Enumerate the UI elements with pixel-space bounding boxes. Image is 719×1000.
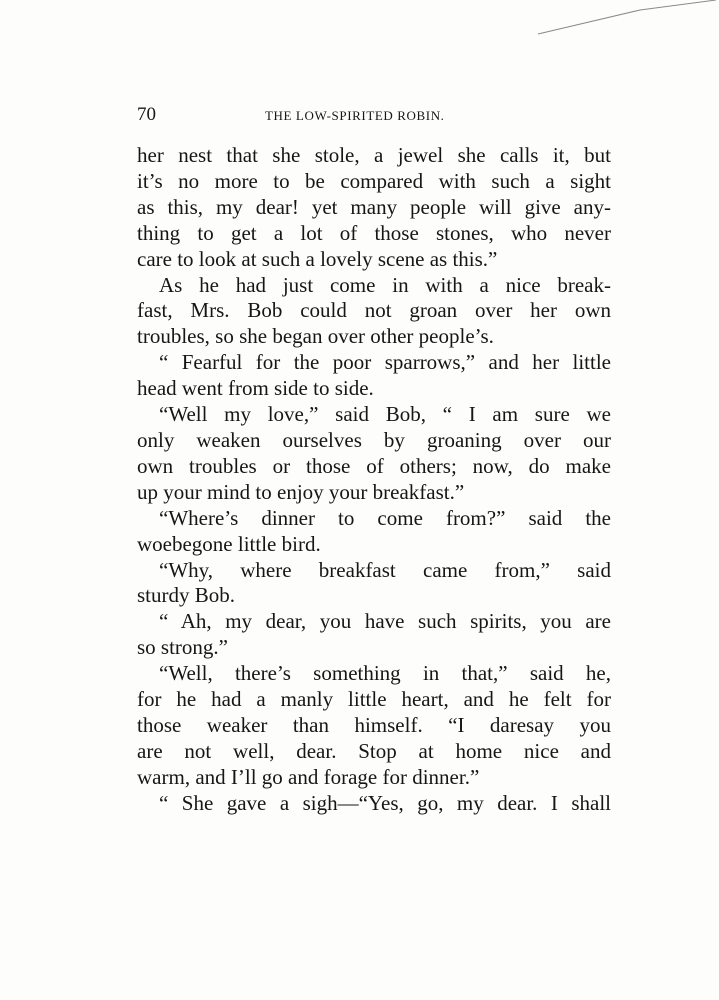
text-line: “Well my love,” said Bob, “ I am sure we <box>159 402 611 427</box>
text-line: “ Ah, my dear, you have such spirits, you are <box>159 609 611 634</box>
text-line: as this, my dear! yet many people will give any- <box>137 194 611 219</box>
text-line: are not well, dear. Stop at home nice and <box>137 738 611 763</box>
text-line: head went from side to side. <box>137 376 374 401</box>
text-line: thing to get a lot of those stones, who never <box>137 220 611 245</box>
text-line: troubles, so she began over other people’s. <box>137 324 494 349</box>
paragraph <box>137 402 611 506</box>
text-line: “Why, where breakfast came from,” said <box>159 557 611 582</box>
text-line: As he had just come in with a nice break- <box>159 272 611 297</box>
text-line: woebegone little bird. <box>137 531 321 556</box>
paragraph <box>137 273 611 351</box>
text-line: up your mind to enjoy your breakfast.” <box>137 479 465 504</box>
text-line: it’s no more to be compared with such a sight <box>137 168 611 193</box>
paragraph <box>137 506 611 558</box>
text-line: so strong.” <box>137 635 228 660</box>
text-line: “Well, there’s something in that,” said he, <box>159 661 611 686</box>
text-line: only weaken ourselves by groaning over our <box>137 427 611 452</box>
pencil-stroke-mark <box>530 0 719 40</box>
text-line: those weaker than himself. “I daresay you <box>137 712 611 737</box>
paragraph <box>137 661 611 791</box>
text-line: “ She gave a sigh—“Yes, go, my dear. I shall <box>159 790 611 815</box>
paragraph <box>137 791 611 817</box>
text-line: own troubles or those of others; now, do make <box>137 453 611 478</box>
body-text <box>137 143 611 817</box>
text-line: care to look at such a lovely scene as this.” <box>137 246 498 271</box>
text-line: sturdy Bob. <box>137 583 236 608</box>
page-number: 70 <box>137 104 156 125</box>
page-header <box>137 104 611 130</box>
text-line: warm, and I’ll go and forage for dinner.” <box>137 764 480 789</box>
paragraph <box>137 609 611 661</box>
paragraph <box>137 350 611 402</box>
text-line: fast, Mrs. Bob could not groan over her own <box>137 298 611 323</box>
text-line: her nest that she stole, a jewel she calls it, but <box>137 143 611 167</box>
running-title: THE LOW-SPIRITED ROBIN. <box>265 108 445 123</box>
paragraph <box>137 143 611 273</box>
text-line: “Where’s dinner to come from?” said the <box>159 505 611 530</box>
text-line: “ Fearful for the poor sparrows,” and her little <box>159 350 611 375</box>
paragraph <box>137 558 611 610</box>
text-line: for he had a manly little heart, and he felt for <box>137 687 611 712</box>
